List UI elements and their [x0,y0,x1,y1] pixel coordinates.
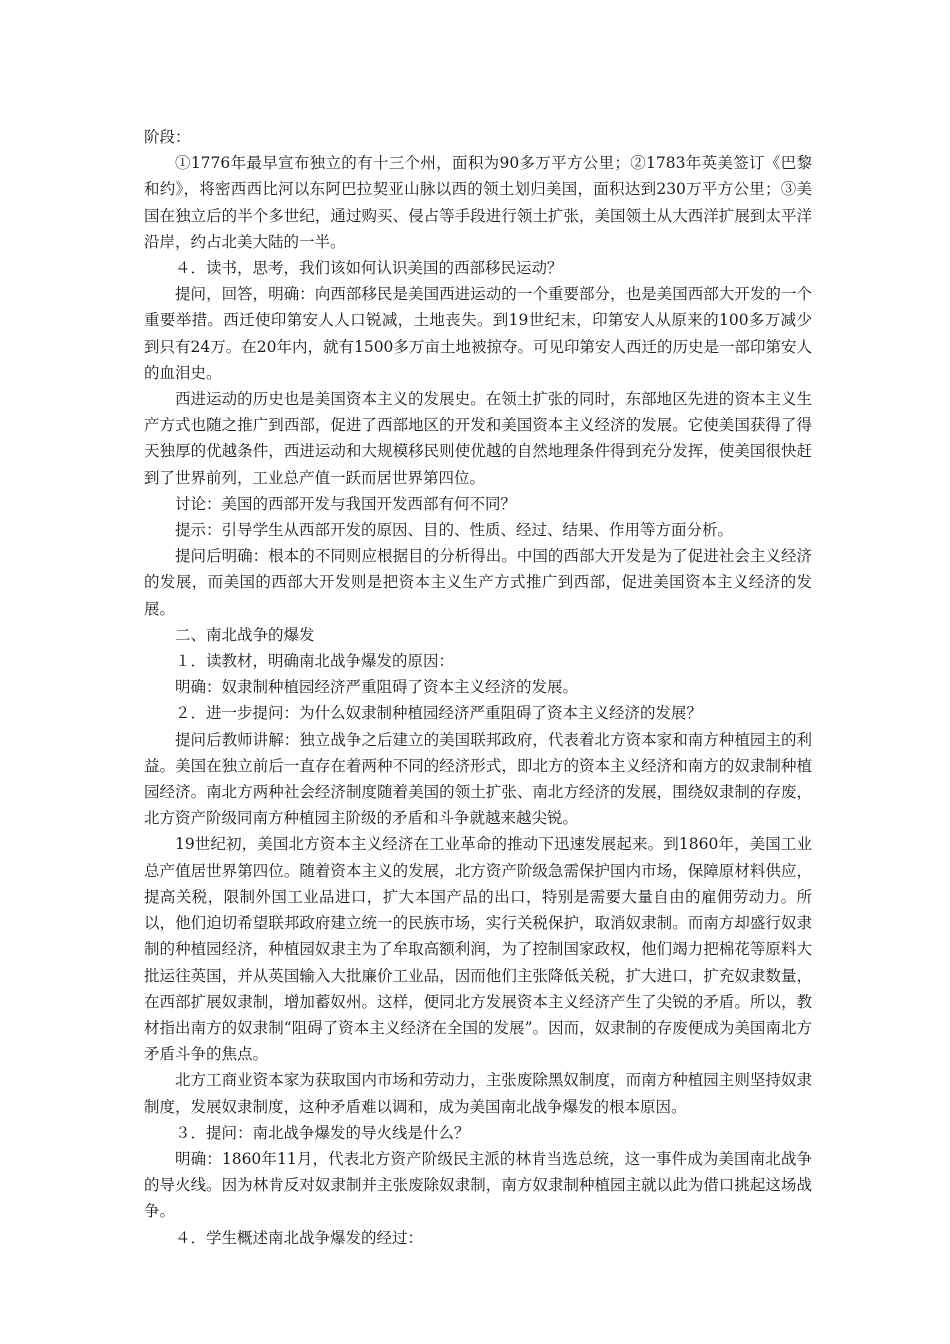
paragraph: 明确：1860年11月，代表北方资产阶级民主派的林肯当选总统，这一事件成为美国南北战争的导火线。因为林肯反对奴隶制并主张废除奴隶制，南方奴隶制种植园主就以此为借口挑起这场战争。 [144,1149,812,1221]
question-heading: ２．进一步提问：为什么奴隶制种植园经济严重阻碍了资本主义经济的发展？ [175,704,703,723]
paragraph: 讨论：美国的西部开发与我国开发西部有何不同？ [175,494,517,513]
paragraph: 明确：奴隶制种植园经济严重阻碍了资本主义经济的发展。 [175,678,579,697]
question-heading: ４．读书，思考，我们该如何认识美国的西部移民运动？ [175,259,563,278]
paragraph: 19世纪初，美国北方资本主义经济在工业革命的推动下迅速发展起来。到1860年，美国工业总产值居世界第四位。随着资本主义的发展，北方资产阶级急需保护国内市场，保障原材料供应，提高关税，限制外国工业品进口，扩大本国产品的出口，特别是需要大量自由的雇佣劳动力。所以，他们迫切希望联邦政府建立统一的民族市场，实行关税保护，取消奴隶制。而南方却盛行奴隶制的种植园经济，种植园奴隶主为了牟取高额利润，为了控制国家政权，他们竭力把棉花等原料大批运往英国，并从英国输入大批廉价工业品，因而他们主张降低关税，扩大进口，扩充奴隶数量，在西部扩展奴隶制，增加蓄奴州。这样，便同北方发展资本主义经济产生了尖锐的矛盾。所以，教材指出南方的奴隶制“阻碍了资本主义经济在全国的发展”。因而，奴隶制的存废便成为美国南北方矛盾斗争的焦点。 [144,835,812,1064]
paragraph: 西进运动的历史也是美国资本主义的发展史。在领土扩张的同时，东部地区先进的资本主义生产方式也随之推广到西部，促进了西部地区的开发和美国资本主义经济的发展。它使美国获得了得天独厚的优越条件，西进运动和大规模移民则使优越的自然地理条件得到充分发挥，使美国很快赶到了世界前列，工业总产值一跃而居世界第四位。 [144,390,812,487]
paragraph: 阶段： [144,128,191,146]
question-heading: １．读教材，明确南北战争爆发的原因： [175,652,455,671]
paragraph: 提示：引导学生从西部开发的原因、目的、性质、经过、结果、作用等方面分析。 [175,521,734,540]
question-heading: ４．学生概述南北战争爆发的经过： [175,1228,424,1247]
question-heading: ３．提问：南北战争爆发的导火线是什么？ [175,1123,470,1142]
paragraph: 北方工商业资本家为获取国内市场和劳动力，主张废除黑奴制度，而南方种植园主则坚持奴隶制度，发展奴隶制度，这种矛盾难以调和，成为美国南北战争爆发的根本原因。 [144,1071,812,1116]
document-body [144,124,812,1251]
section-heading: 二、南北战争的爆发 [175,625,315,644]
paragraph: 提问后明确：根本的不同则应根据目的分析得出。中国的西部大开发是为了促进社会主义经济的发展，而美国的西部大开发则是把资本主义生产方式推广到西部，促进美国资本主义经济的发展。 [144,547,812,618]
paragraph: 提问，回答，明确：向西部移民是美国西进运动的一个重要部分，也是美国西部大开发的一个重要举措。西迁使印第安人人口锐减，土地丧失。到19世纪末，印第安人从原来的100多万减少到只有24万。在20年内，就有1500多万亩土地被掠夺。可见印第安人西迁的历史是一部印第安人的血泪史。 [144,285,812,382]
paragraph: 提问后教师讲解：独立战争之后建立的美国联邦政府，代表着北方资本家和南方种植园主的利益。美国在独立前后一直存在着两种不同的经济形式，即北方的资本主义经济和南方的奴隶制种植园经济。南北方两种社会经济制度随着美国的领土扩张、南北方经济的发展，围绕奴隶制的存废，北方资产阶级同南方种植园主阶级的矛盾和斗争就越来越尖锐。 [144,730,812,828]
paragraph: ①1776年最早宣布独立的有十三个州，面积为90多万平方公里；②1783年英美签订《巴黎和约》，将密西西比河以东阿巴拉契亚山脉以西的领土划归美国，面积达到230万平方公里；③美国在独立后的半个多世纪，通过购买、侵占等手段进行领土扩张，美国领土从大西洋扩展到太平洋沿岸，约占北美大陆的一半。 [144,154,812,251]
